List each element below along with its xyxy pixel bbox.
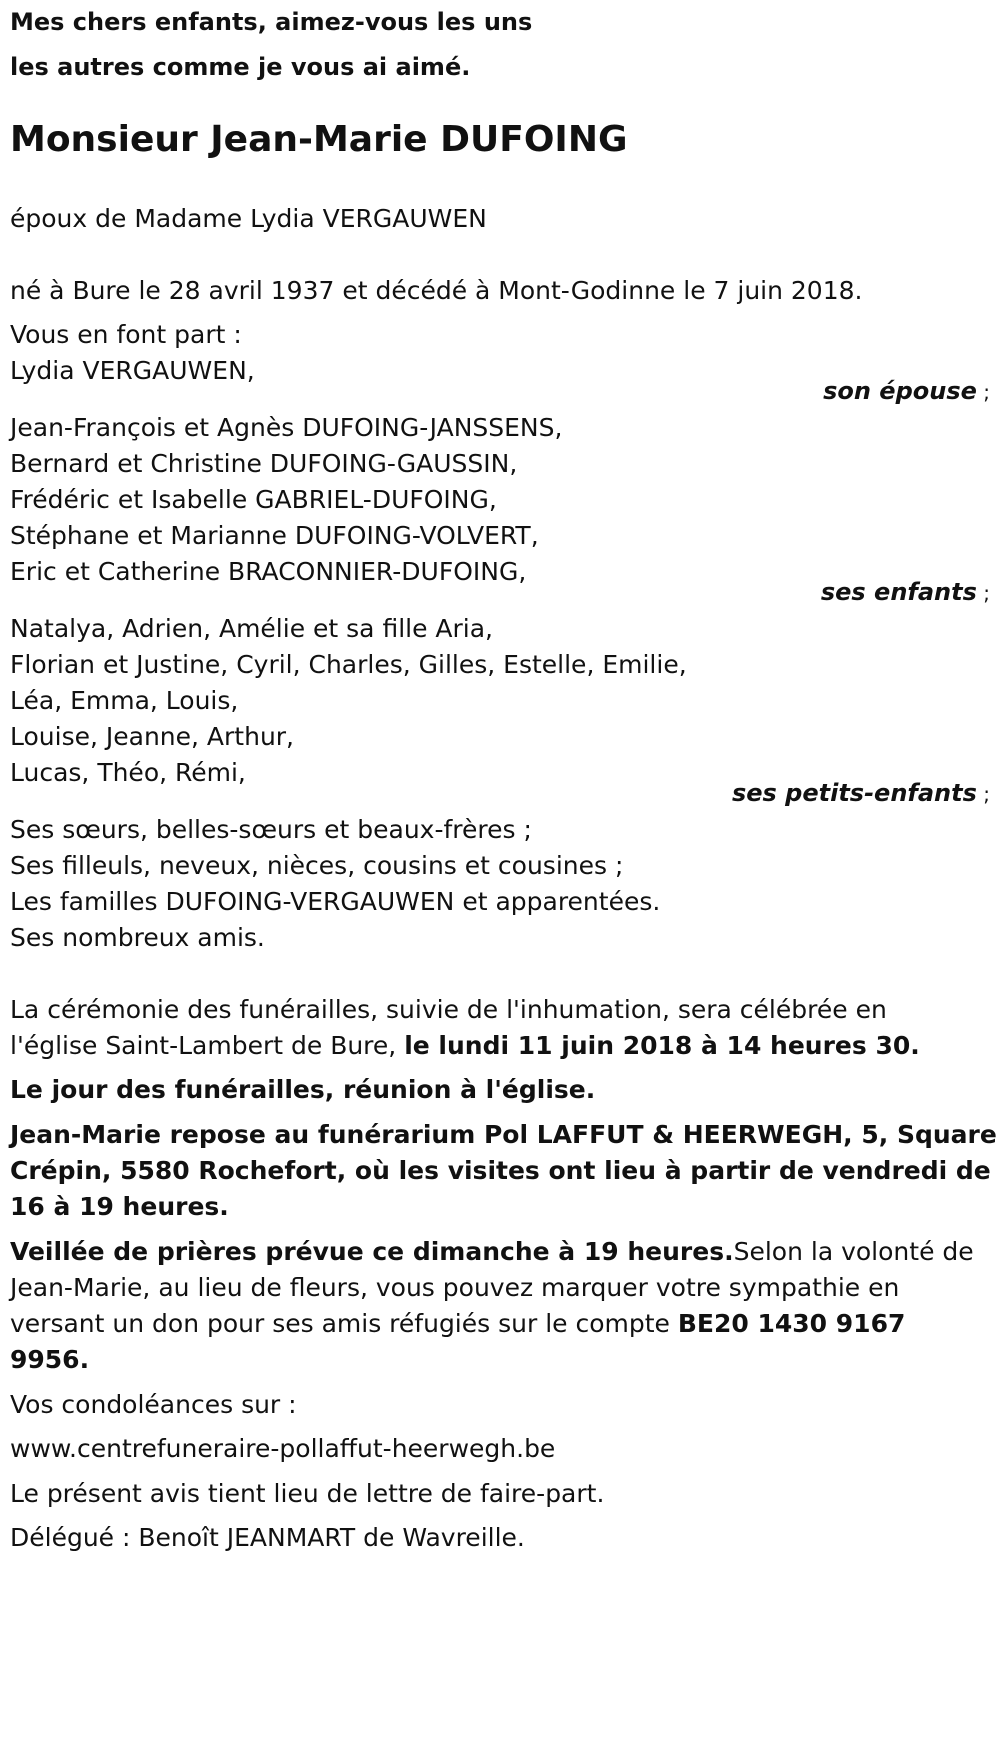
grandchild-line-5: Lucas, Théo, Rémi,	[10, 758, 246, 787]
grandchild-line-3: Léa, Emma, Louis,	[10, 686, 239, 715]
ceremony-line-1: La cérémonie des funérailles, suivie de l'inhumation, sera célébrée en	[10, 995, 887, 1024]
child-line-5: Eric et Catherine BRACONNIER-DUFOING,	[10, 557, 527, 586]
verse-line-1: Mes chers enfants, aimez-vous les uns	[10, 8, 533, 36]
condolences-label: Vos condoléances sur :	[10, 1390, 297, 1419]
funerarium-line-3: 16 à 19 heures.	[10, 1192, 229, 1221]
deceased-name: Monsieur Jean-Marie DUFOING	[10, 119, 628, 160]
ceremony-location: l'église Saint-Lambert de Bure,	[10, 1031, 405, 1060]
ceremony-line-2	[10, 1029, 920, 1063]
family-line-2: Ses filleuls, neveux, nièces, cousins et cousines ;	[10, 851, 624, 880]
family-line-4: Ses nombreux amis.	[10, 923, 265, 952]
children-role	[821, 577, 990, 608]
family-line-3: Les familles DUFOING-VERGAUWEN et apparentées.	[10, 887, 661, 916]
grandchildren-role-punct: ;	[976, 782, 990, 806]
verse-line-2: les autres comme je vous ai aimé.	[10, 53, 471, 81]
grandchild-line-4: Louise, Jeanne, Arthur,	[10, 722, 295, 751]
vigil-line-3	[10, 1307, 905, 1341]
condolences-url[interactable]: www.centrefuneraire-pollaffut-heerwegh.be	[10, 1434, 556, 1463]
spouse-name: Lydia VERGAUWEN,	[10, 356, 255, 385]
child-line-3: Frédéric et Isabelle GABRIEL-DUFOING,	[10, 485, 497, 514]
vigil-line-2: Jean-Marie, au lieu de fleurs, vous pouvez marquer votre sympathie en	[10, 1273, 900, 1302]
grandchild-line-2: Florian et Justine, Cyril, Charles, Gilles, Estelle, Emilie,	[10, 650, 687, 679]
birth-death-line: né à Bure le 28 avril 1937 et décédé à Mont-Godinne le 7 juin 2018.	[10, 276, 863, 305]
spouse-role-label: son épouse	[823, 377, 977, 405]
children-role-punct: ;	[976, 581, 990, 605]
meeting-line: Le jour des funérailles, réunion à l'église.	[10, 1075, 596, 1104]
ceremony-datetime: le lundi 11 juin 2018 à 14 heures 30.	[404, 1031, 920, 1060]
family-line-1: Ses sœurs, belles-sœurs et beaux-frères ;	[10, 815, 532, 844]
delegate-line: Délégué : Benoît JEANMART de Wavreille.	[10, 1523, 525, 1552]
spouse-role	[823, 376, 990, 407]
vigil-line-1	[10, 1235, 974, 1269]
vigil-donation-text: versant un don pour ses amis réfugiés sur le compte	[10, 1309, 678, 1338]
grandchildren-role	[732, 778, 990, 809]
vigil-wish-start: Selon la volonté de	[733, 1237, 974, 1266]
grandchildren-role-label: ses petits-enfants	[731, 779, 977, 807]
funerarium-line-2: Crépin, 5580 Rochefort, où les visites ont lieu à partir de vendredi de	[10, 1156, 991, 1185]
spouse-line: époux de Madame Lydia VERGAUWEN	[10, 204, 487, 233]
bank-account-part-1: BE20 1430 9167	[677, 1309, 906, 1338]
vigil-announcement: Veillée de prières prévue ce dimanche à 19 heures.	[10, 1237, 734, 1266]
child-line-2: Bernard et Christine DUFOING-GAUSSIN,	[10, 449, 518, 478]
funerarium-line-1: Jean-Marie repose au funérarium Pol LAFFUT & HEERWEGH, 5, Square	[10, 1120, 997, 1149]
announcement-intro: Vous en font part :	[10, 320, 242, 349]
bank-account-part-2: 9956.	[10, 1345, 90, 1374]
child-line-1: Jean-François et Agnès DUFOING-JANSSENS,	[10, 413, 563, 442]
children-role-label: ses enfants	[820, 578, 977, 606]
grandchild-line-1: Natalya, Adrien, Amélie et sa fille Aria,	[10, 614, 494, 643]
child-line-4: Stéphane et Marianne DUFOING-VOLVERT,	[10, 521, 539, 550]
spouse-role-punct: ;	[976, 380, 990, 404]
notice-line: Le présent avis tient lieu de lettre de faire-part.	[10, 1479, 605, 1508]
